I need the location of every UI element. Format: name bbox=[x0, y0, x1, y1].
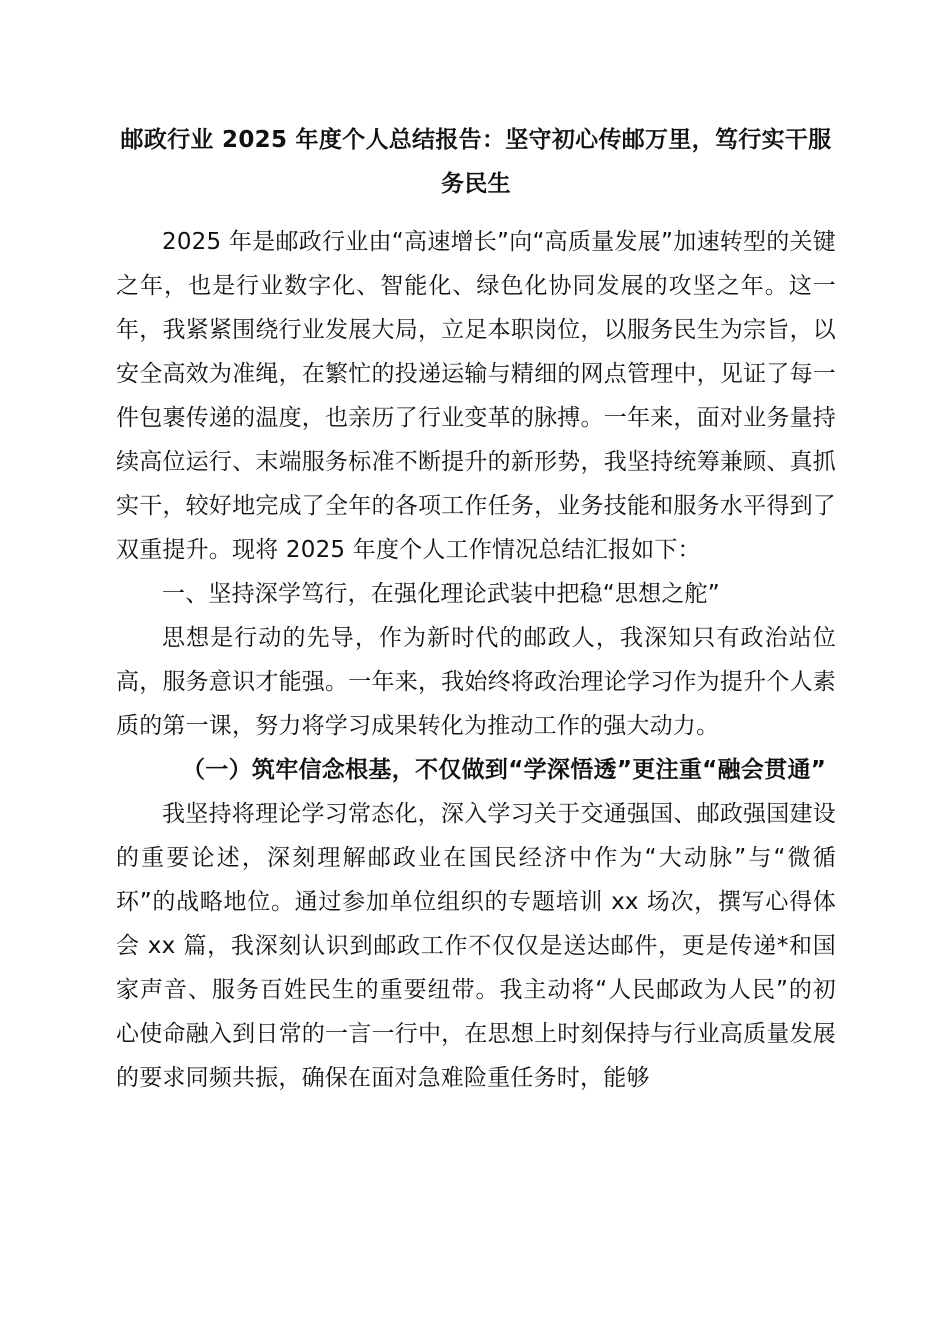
intro-paragraph: 2025 年是邮政行业由“高速增长”向“高质量发展”加速转型的关键之年，也是行业数字化、智能化、绿色化协同发展的攻坚之年。这一年，我紧紧围绕行业发展大局，立足本职岗位，以服务民生为宗旨，以安全高效为准绳，在繁忙的投递运输与精细的网点管理中，见证了每一件包裹传递的温度，也亲历了行业变革的脉搏。一年来，面对业务量持续高位运行、末端服务标准不断提升的新形势，我坚持统筹兼顾、真抓实干，较好地完成了全年的各项工作任务，业务技能和服务水平得到了双重提升。现将 2025 年度个人工作情况总结汇报如下： bbox=[116, 229, 836, 563]
subsection-1-heading: （一）筑牢信念根基，不仅做到“学深悟透”更注重“融会贯通” bbox=[182, 757, 827, 783]
subsection-1-paragraph: 我坚持将理论学习常态化，深入学习关于交通强国、邮政强国建设的重要论述，深刻理解邮政业在国民经济中作为“大动脉”与“微循环”的战略地位。通过参加单位组织的专题培训 xx 场次，撰写心得体会 xx 篇，我深刻认识到邮政工作不仅仅是送达邮件，更是传递*和国家声音、服务百姓民生的重要纽带。我主动将“人民邮政为人民”的初心使命融入到日常的一言一行中，在思想上时刻保持与行业高质量发展的要求同频共振，确保在面对急难险重任务时，能够 bbox=[116, 801, 836, 1091]
section-1-heading: 一、坚持深学笃行，在强化理论武装中把稳“思想之舵” bbox=[162, 581, 720, 607]
section-1-paragraph: 思想是行动的先导，作为新时代的邮政人，我深知只有政治站位高，服务意识才能强。一年来，我始终将政治理论学习作为提升个人素质的第一课，努力将学习成果转化为推动工作的强大动力。 bbox=[116, 625, 836, 739]
document-body bbox=[116, 118, 836, 1100]
document-title: 邮政行业 2025 年度个人总结报告：坚守初心传邮万里，笃行实干服务民生 bbox=[120, 127, 832, 197]
